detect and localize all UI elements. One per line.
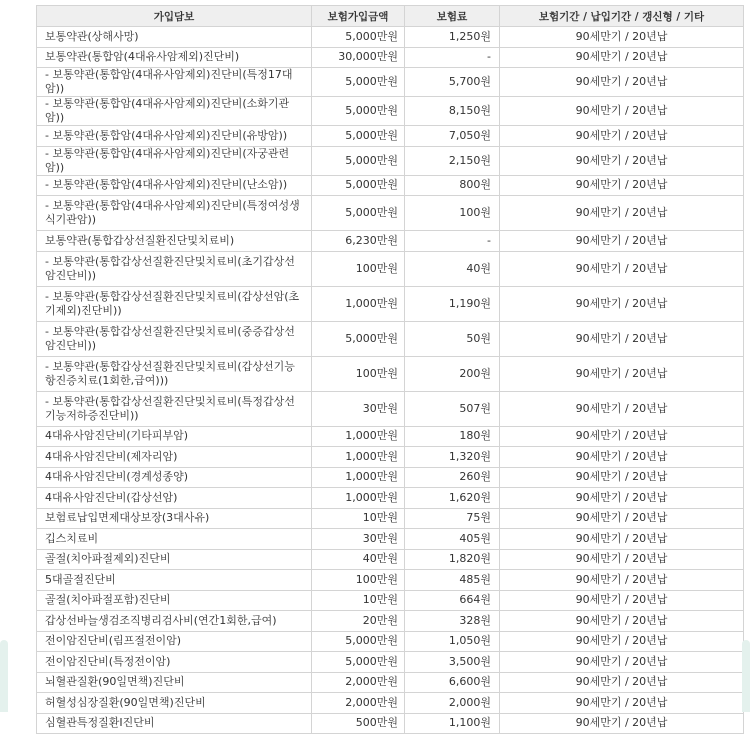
cell-period: 90세만기 / 20년납: [500, 549, 744, 570]
cell-coverage-name: - 보통약관(통합갑상선질환진단및치료비(중증갑상선암진단비)): [37, 321, 312, 356]
cell-coverage-name: 심혈관특정질환Ⅰ진단비: [37, 713, 312, 734]
cell-amount: 500만원: [312, 713, 405, 734]
cell-premium: 1,320원: [405, 447, 500, 468]
cell-coverage-name: 갑상선바늘생검조직병리검사비(연간1회한,급여): [37, 611, 312, 632]
cell-period: 90세만기 / 20년납: [500, 672, 744, 693]
cell-premium: 100원: [405, 196, 500, 231]
cell-period: 90세만기 / 20년납: [500, 27, 744, 48]
cell-coverage-name: - 보통약관(통합암(4대유사암제외)진단비(유방암)): [37, 126, 312, 147]
header-amount: 보험가입금액: [312, 6, 405, 27]
table-row: [37, 652, 744, 673]
cell-amount: 5,000만원: [312, 27, 405, 48]
cell-premium: 1,190원: [405, 286, 500, 321]
cell-coverage-name: - 보통약관(통합암(4대유사암제외)진단비(난소암)): [37, 175, 312, 196]
table-row: [37, 356, 744, 391]
table-row: [37, 631, 744, 652]
cell-amount: 100만원: [312, 251, 405, 286]
cell-amount: 100만원: [312, 570, 405, 591]
cell-amount: 2,000만원: [312, 672, 405, 693]
header-period: 보험기간 / 납입기간 / 갱신형 / 기타: [500, 6, 744, 27]
cell-amount: 5,000만원: [312, 631, 405, 652]
cell-amount: 6,230만원: [312, 231, 405, 252]
cell-amount: 1,000만원: [312, 426, 405, 447]
header-premium: 보험료: [405, 6, 500, 27]
cell-amount: 100만원: [312, 356, 405, 391]
cell-period: 90세만기 / 20년납: [500, 47, 744, 68]
cell-amount: 5,000만원: [312, 652, 405, 673]
cell-premium: 7,050원: [405, 126, 500, 147]
cell-coverage-name: 뇌혈관질환(90일면책)진단비: [37, 672, 312, 693]
cell-coverage-name: 4대유사암진단비(기타피부암): [37, 426, 312, 447]
cell-amount: 30,000만원: [312, 47, 405, 68]
cell-coverage-name: 5대골절진단비: [37, 570, 312, 591]
cell-period: 90세만기 / 20년납: [500, 231, 744, 252]
cell-coverage-name: 골절(치아파절포함)진단비: [37, 590, 312, 611]
cell-period: 90세만기 / 20년납: [500, 196, 744, 231]
cell-premium: 664원: [405, 590, 500, 611]
cell-coverage-name: 4대유사암진단비(경계성종양): [37, 467, 312, 488]
cell-coverage-name: - 보통약관(통합갑상선질환진단및치료비(갑상선암(초기제외)진단비)): [37, 286, 312, 321]
cell-period: 90세만기 / 20년납: [500, 488, 744, 509]
table-row: [37, 47, 744, 68]
scroll-hint-left: [0, 640, 8, 712]
table-row: [37, 321, 744, 356]
header-coverage: 가입담보: [37, 6, 312, 27]
cell-amount: 5,000만원: [312, 196, 405, 231]
cell-period: 90세만기 / 20년납: [500, 693, 744, 714]
cell-period: 90세만기 / 20년납: [500, 508, 744, 529]
table-row: [37, 611, 744, 632]
table-row: [37, 175, 744, 196]
cell-coverage-name: - 보통약관(통합암(4대유사암제외)진단비(특정여성생식기관암)): [37, 196, 312, 231]
cell-amount: 2,000만원: [312, 693, 405, 714]
cell-premium: 1,250원: [405, 27, 500, 48]
cell-period: 90세만기 / 20년납: [500, 97, 744, 126]
cell-period: 90세만기 / 20년납: [500, 570, 744, 591]
cell-amount: 10만원: [312, 508, 405, 529]
cell-premium: 260원: [405, 467, 500, 488]
cell-amount: 5,000만원: [312, 175, 405, 196]
table-row: [37, 467, 744, 488]
cell-coverage-name: - 보통약관(통합암(4대유사암제외)진단비(자궁관련암)): [37, 146, 312, 175]
cell-coverage-name: 골절(치아파절제외)진단비: [37, 549, 312, 570]
cell-period: 90세만기 / 20년납: [500, 590, 744, 611]
table-row: [37, 570, 744, 591]
cell-coverage-name: - 보통약관(통합갑상선질환진단및치료비(갑상선기능항진증치료(1회한,급여))): [37, 356, 312, 391]
cell-coverage-name: - 보통약관(통합갑상선질환진단및치료비(초기갑상선암진단비)): [37, 251, 312, 286]
cell-coverage-name: 보통약관(통합암(4대유사암제외)진단비): [37, 47, 312, 68]
table-row: [37, 196, 744, 231]
cell-coverage-name: 보통약관(상해사망): [37, 27, 312, 48]
table-row: [37, 146, 744, 175]
coverage-table-container: [36, 5, 743, 734]
table-row: [37, 590, 744, 611]
cell-premium: 1,050원: [405, 631, 500, 652]
table-row: [37, 713, 744, 734]
table-row: [37, 426, 744, 447]
cell-premium: 328원: [405, 611, 500, 632]
cell-premium: 507원: [405, 391, 500, 426]
table-row: [37, 27, 744, 48]
cell-period: 90세만기 / 20년납: [500, 146, 744, 175]
cell-coverage-name: 4대유사암진단비(갑상선암): [37, 488, 312, 509]
cell-coverage-name: 전이암진단비(특정전이암): [37, 652, 312, 673]
table-row: [37, 97, 744, 126]
cell-premium: 1,100원: [405, 713, 500, 734]
cell-period: 90세만기 / 20년납: [500, 426, 744, 447]
cell-period: 90세만기 / 20년납: [500, 447, 744, 468]
table-row: [37, 508, 744, 529]
table-row: [37, 549, 744, 570]
header-row: [37, 6, 744, 27]
cell-period: 90세만기 / 20년납: [500, 713, 744, 734]
cell-period: 90세만기 / 20년납: [500, 652, 744, 673]
cell-amount: 5,000만원: [312, 126, 405, 147]
table-row: [37, 529, 744, 550]
cell-premium: 405원: [405, 529, 500, 550]
table-row: [37, 251, 744, 286]
cell-premium: 1,820원: [405, 549, 500, 570]
cell-premium: 485원: [405, 570, 500, 591]
cell-period: 90세만기 / 20년납: [500, 356, 744, 391]
cell-premium: -: [405, 47, 500, 68]
cell-amount: 1,000만원: [312, 467, 405, 488]
cell-coverage-name: - 보통약관(통합암(4대유사암제외)진단비(특정17대암)): [37, 68, 312, 97]
cell-premium: 2,150원: [405, 146, 500, 175]
cell-period: 90세만기 / 20년납: [500, 251, 744, 286]
cell-amount: 1,000만원: [312, 286, 405, 321]
cell-premium: 40원: [405, 251, 500, 286]
cell-amount: 5,000만원: [312, 97, 405, 126]
cell-premium: 8,150원: [405, 97, 500, 126]
cell-coverage-name: - 보통약관(통합갑상선질환진단및치료비(특정갑상선기능저하증진단비)): [37, 391, 312, 426]
cell-amount: 1,000만원: [312, 488, 405, 509]
cell-coverage-name: 깁스치료비: [37, 529, 312, 550]
cell-coverage-name: - 보통약관(통합암(4대유사암제외)진단비(소화기관암)): [37, 97, 312, 126]
cell-period: 90세만기 / 20년납: [500, 391, 744, 426]
scroll-hint-right: [742, 640, 750, 712]
cell-period: 90세만기 / 20년납: [500, 68, 744, 97]
table-row: [37, 672, 744, 693]
table-row: [37, 488, 744, 509]
table-body: [37, 27, 744, 734]
table-header: [37, 6, 744, 27]
cell-premium: 1,620원: [405, 488, 500, 509]
cell-amount: 5,000만원: [312, 146, 405, 175]
cell-period: 90세만기 / 20년납: [500, 631, 744, 652]
cell-coverage-name: 보험료납입면제대상보장(3대사유): [37, 508, 312, 529]
cell-amount: 1,000만원: [312, 447, 405, 468]
table-row: [37, 126, 744, 147]
cell-period: 90세만기 / 20년납: [500, 175, 744, 196]
cell-premium: 800원: [405, 175, 500, 196]
table-row: [37, 447, 744, 468]
coverage-table: [36, 5, 744, 734]
cell-amount: 5,000만원: [312, 68, 405, 97]
cell-amount: 40만원: [312, 549, 405, 570]
cell-period: 90세만기 / 20년납: [500, 126, 744, 147]
cell-premium: 200원: [405, 356, 500, 391]
cell-period: 90세만기 / 20년납: [500, 529, 744, 550]
cell-amount: 20만원: [312, 611, 405, 632]
table-row: [37, 391, 744, 426]
cell-amount: 10만원: [312, 590, 405, 611]
cell-premium: 75원: [405, 508, 500, 529]
table-row: [37, 68, 744, 97]
cell-amount: 30만원: [312, 391, 405, 426]
cell-premium: 5,700원: [405, 68, 500, 97]
table-row: [37, 693, 744, 714]
cell-amount: 30만원: [312, 529, 405, 550]
cell-period: 90세만기 / 20년납: [500, 467, 744, 488]
cell-amount: 5,000만원: [312, 321, 405, 356]
cell-period: 90세만기 / 20년납: [500, 286, 744, 321]
cell-coverage-name: 전이암진단비(림프절전이암): [37, 631, 312, 652]
cell-coverage-name: 허혈성심장질환(90일면책)진단비: [37, 693, 312, 714]
cell-premium: 3,500원: [405, 652, 500, 673]
table-row: [37, 231, 744, 252]
cell-period: 90세만기 / 20년납: [500, 321, 744, 356]
cell-coverage-name: 보통약관(통합갑상선질환진단및치료비): [37, 231, 312, 252]
cell-premium: -: [405, 231, 500, 252]
table-row: [37, 286, 744, 321]
cell-coverage-name: 4대유사암진단비(제자리암): [37, 447, 312, 468]
cell-premium: 50원: [405, 321, 500, 356]
cell-premium: 2,000원: [405, 693, 500, 714]
cell-premium: 6,600원: [405, 672, 500, 693]
cell-premium: 180원: [405, 426, 500, 447]
cell-period: 90세만기 / 20년납: [500, 611, 744, 632]
